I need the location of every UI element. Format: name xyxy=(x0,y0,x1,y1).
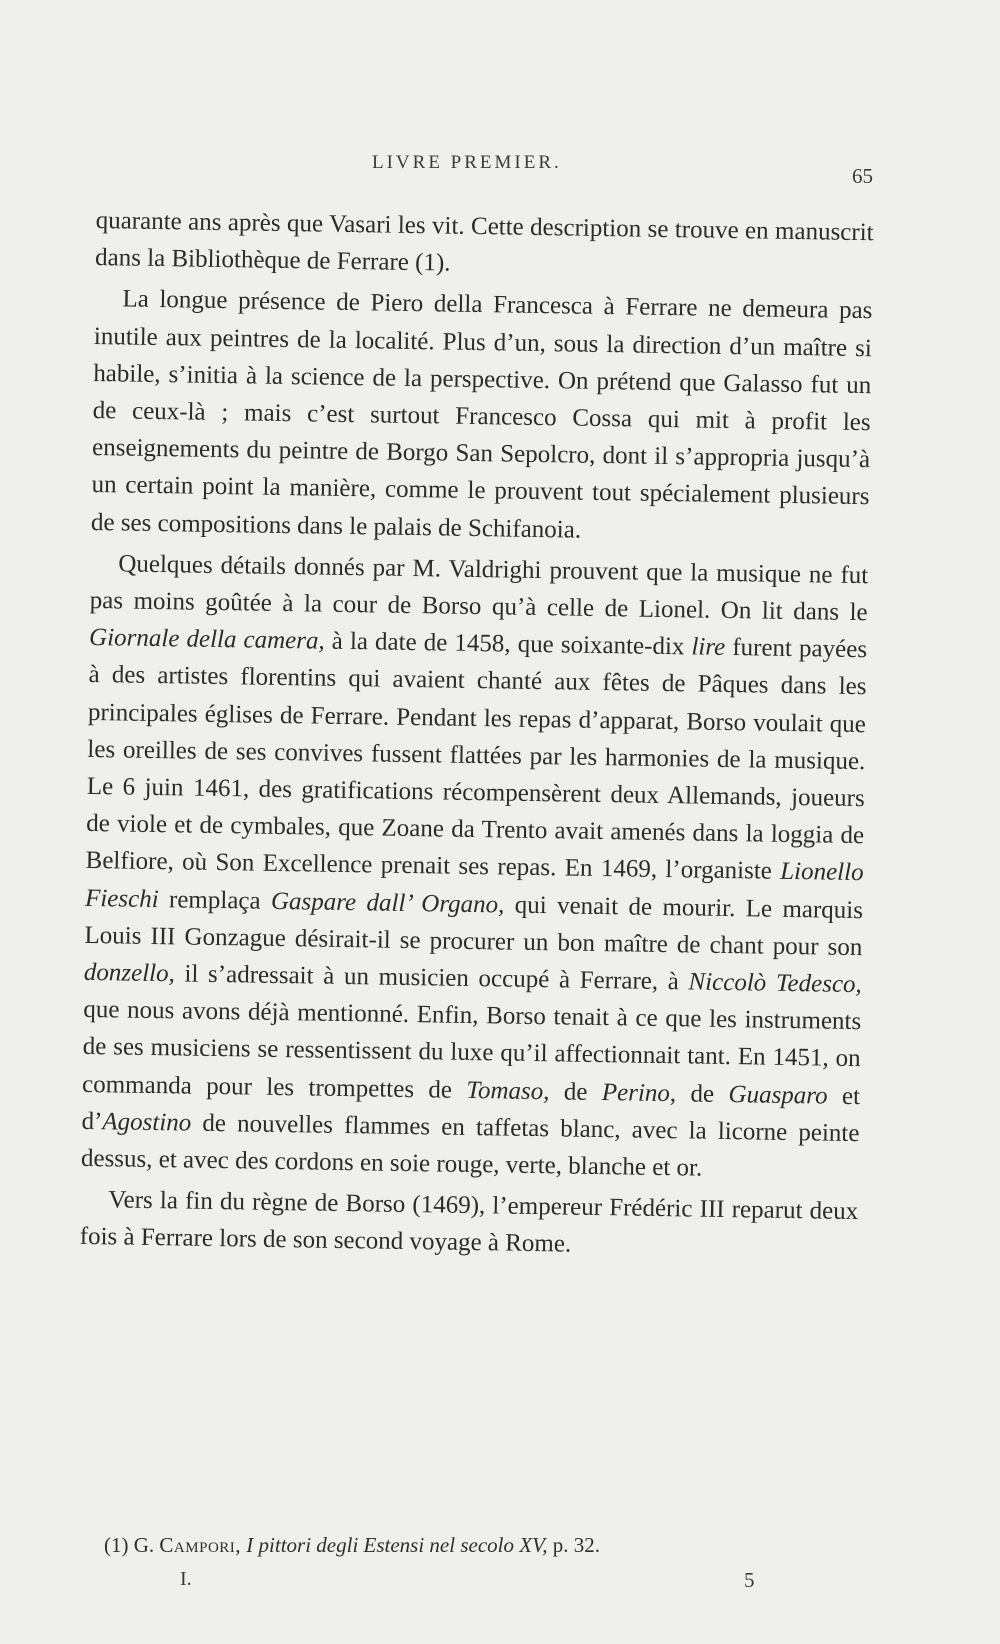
paragraph xyxy=(79,1181,858,1268)
page-number: 65 xyxy=(852,164,873,188)
footnote-author-name: Campori, xyxy=(159,1533,242,1557)
italic-run: Niccolò Tedesco, xyxy=(688,968,863,999)
signature-mark: I. xyxy=(180,1568,192,1590)
signature-number: 5 xyxy=(744,1568,755,1592)
body-text xyxy=(79,202,873,1268)
text-run: il s’adressait à un musicien occupé à Ferrare, à xyxy=(174,960,689,996)
footnote-title: I pittori degli Estensi nel secolo XV, xyxy=(246,1533,548,1557)
footnote-author-initial: G. xyxy=(133,1533,155,1557)
text-run: Vers la fin du règne de Borso (1469), l’empereur Frédéric III reparut deux fois à Ferrare lors de son second voyage à Rome. xyxy=(79,1186,859,1259)
italic-run: Agostino xyxy=(102,1108,192,1137)
text-run: que nous avons déjà mentionné. Enfin, Borso tenait à ce que les instruments de ses musiciens se ressentissent du luxe qu’il affectionnait tant. En 1451, on commanda pour les trompettes de xyxy=(81,996,862,1104)
running-title: LIVRE PREMIER. xyxy=(372,152,562,173)
text-run: de xyxy=(675,1079,729,1108)
footnote-marker: (1) xyxy=(104,1533,129,1557)
text-run: et d’ xyxy=(81,1082,861,1136)
running-head xyxy=(0,152,1000,188)
paragraph xyxy=(81,545,869,1190)
text-run: remplaça xyxy=(158,885,272,915)
italic-run: donzello, xyxy=(83,958,176,988)
text-run: Quelques détails donnés par M. Valdrighi prouvent que la musique ne fut pas moins goûtée à la cour de Borso qu’à celle de Lionel. On lit dans le xyxy=(89,550,869,627)
paragraph xyxy=(91,280,873,553)
text-run: furent payées à des artistes florentins qui avaient chanté aux fêtes de Pâques dans les principales églises de Ferrare. Pendant les repas d’apparat, Borso voulait que les oreilles de ses convives fussent flattées par les harmonies de la musique. Le 6 juin 1461, des gratifications récompensèrent deux Allemands, joueurs de viole et de cymbales, que Zoane da Trento avait amenés dans la loggia de Belfiore, où Son Excellence prenait ses repas. En 1469, l’organiste xyxy=(85,634,868,886)
italic-run: Guasparo xyxy=(728,1080,828,1110)
italic-run: Giornale della camera, xyxy=(88,624,325,655)
text-run: qui venait de mourir. Le marquis Louis III Gonzague désirait-il se procurer un bon maître de chant pour son xyxy=(84,891,864,961)
text-run: à la date de 1458, que soixante-dix xyxy=(324,627,692,661)
italic-run: Perino, xyxy=(601,1078,677,1107)
italic-run: Gaspare dall’ Organo, xyxy=(270,887,505,919)
text-run: quarante ans après que Vasari les vit. Cette description se trouve en manuscrit dans la Bibliothèque de Ferrare (1). xyxy=(94,206,874,277)
text-run: de nouvelles flammes en taffetas blanc, avec la licorne peinte dessus, et avec des cordons en soie rouge, verte, blanche et or. xyxy=(80,1109,860,1182)
italic-run: Lionello Fieschi xyxy=(84,858,864,913)
italic-run: Tomaso, xyxy=(466,1076,550,1105)
footnote xyxy=(104,1533,600,1558)
text-run: de xyxy=(549,1077,603,1106)
footnote-pages: p. 32. xyxy=(552,1533,600,1557)
text-run: La longue présence de Piero della Francesca à Ferrare ne demeura pas inutile aux peintres de la localité. Plus d’un, sous la direction d’un maître si habile, s’initia à la science de la perspective. On prétend que Galasso fut un de ceux-là ; mais c’est surtout Francesco Cossa qui mit à profit les enseignements du peintre de Borgo San Sepolcro, dont il s’appropria jusqu’à un certain point la manière, comme le prouvent tout spécialement plusieurs de ses compositions dans le palais de Schifanoia. xyxy=(90,285,873,544)
paragraph xyxy=(95,202,874,289)
italic-run: lire xyxy=(691,633,726,662)
